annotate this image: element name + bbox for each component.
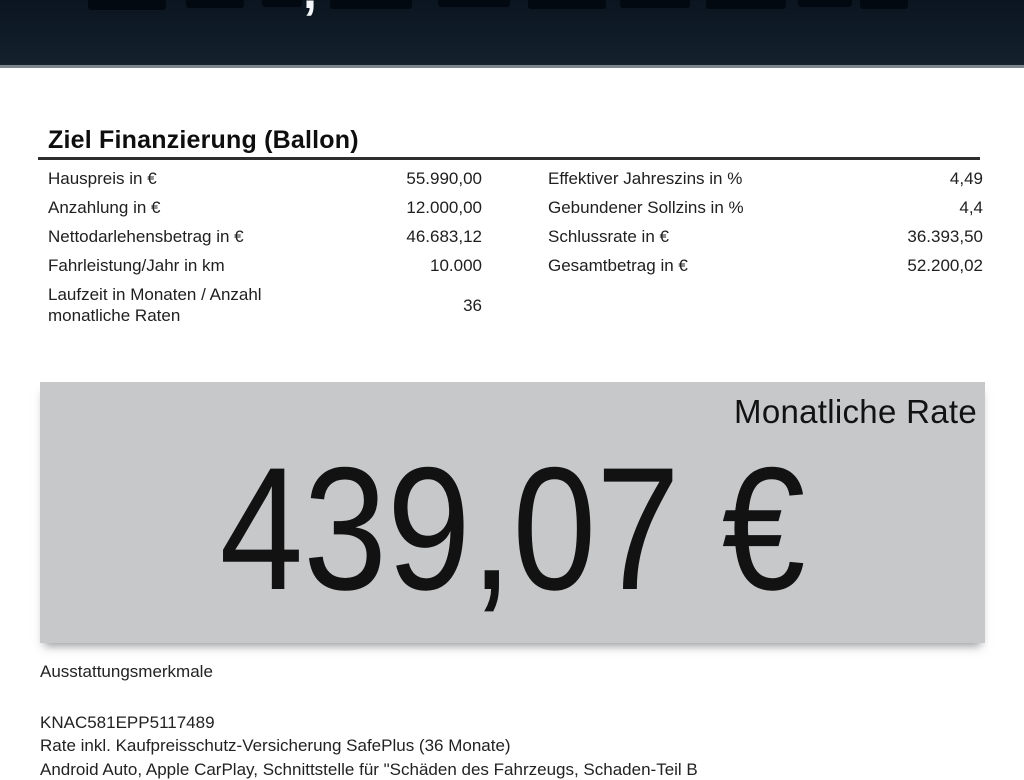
table-row: [48, 222, 482, 251]
row-label: Anzahlung in €: [48, 198, 161, 217]
row-label: Fahrleistung/Jahr in km: [48, 256, 225, 275]
table-row: [48, 284, 482, 326]
table-row: [548, 193, 983, 222]
row-label: Effektiver Jahreszins in %: [548, 169, 743, 188]
row-value: 36.393,50: [907, 227, 983, 246]
row-label: Nettodarlehensbetrag in €: [48, 227, 244, 246]
table-row: [548, 164, 983, 193]
row-label: Gebundener Sollzins in %: [548, 198, 744, 217]
row-label: Laufzeit in Monaten / Anzahl monatliche Raten: [48, 285, 262, 325]
row-value: 55.990,00: [406, 169, 482, 188]
monthly-rate-box: [40, 382, 985, 643]
monthly-rate-amount: 439,07 €: [219, 432, 806, 627]
table-row: [48, 193, 482, 222]
row-value: 12.000,00: [406, 198, 482, 217]
row-label: Schlussrate in €: [548, 227, 669, 246]
monthly-rate-label: Monatliche Rate: [734, 393, 977, 430]
header-comma-glyph: [303, 0, 317, 16]
rate-note: Rate inkl. Kaufpreisschutz-Versicherung SafePlus (36 Monate): [40, 736, 511, 755]
features-heading: Ausstattungsmerkmale: [40, 662, 213, 681]
title-underline: [38, 157, 980, 160]
table-row: [548, 251, 983, 280]
finance-table-left: [48, 164, 482, 326]
vin-text: KNAC581EPP5117489: [40, 713, 215, 732]
clipped-feature-line: Android Auto, Apple CarPlay, Schnittstelle für "Schäden des Fahrzeugs, Schaden-Teil B: [40, 760, 698, 779]
finance-table-right: [548, 164, 983, 280]
row-label: Hauspreis in €: [48, 169, 157, 188]
row-value: 4,4: [959, 198, 983, 217]
row-value: 4,49: [949, 169, 983, 188]
page-title: Ziel Finanzierung (Ballon): [48, 126, 359, 154]
table-row: [48, 251, 482, 280]
table-row: [48, 164, 482, 193]
row-value: 10.000: [430, 256, 482, 275]
table-row: [548, 222, 983, 251]
row-value: 46.683,12: [406, 227, 482, 246]
top-banner: [0, 0, 1024, 68]
row-label: Gesamtbetrag in €: [548, 256, 688, 275]
row-value: 52.200,02: [907, 256, 983, 275]
row-value: 36: [463, 295, 482, 315]
